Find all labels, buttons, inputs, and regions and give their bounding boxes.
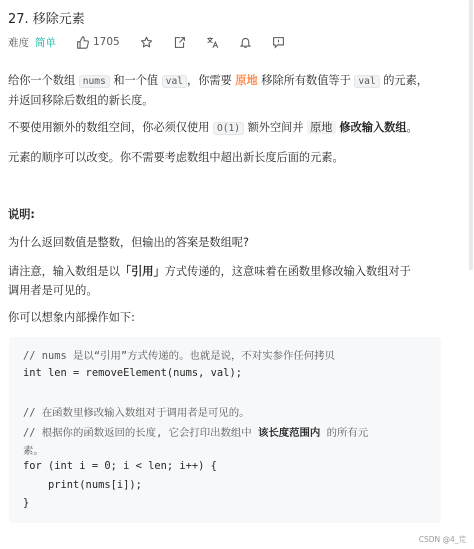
emphasis-in-place: 原地 xyxy=(235,74,258,87)
notify-button[interactable] xyxy=(239,36,252,49)
description-paragraph-5 xyxy=(8,262,462,300)
problem-panel xyxy=(8,0,462,549)
comment-icon xyxy=(272,36,285,49)
text: 并返回移除后数组的新长度。 xyxy=(8,94,154,107)
share-button[interactable] xyxy=(173,36,186,49)
feedback-button[interactable] xyxy=(272,36,285,49)
vertical-scrollbar[interactable] xyxy=(469,0,473,270)
inline-code-val: val xyxy=(162,75,187,88)
watermark: CSDN @4_荒 xyxy=(418,535,466,544)
code-line-5: 素。 xyxy=(23,445,44,457)
difficulty-badge: 简单 xyxy=(35,36,56,49)
text: 和一个值 xyxy=(109,74,162,87)
problem-meta-bar xyxy=(8,34,285,50)
translate-icon xyxy=(206,36,219,49)
bold-modify-input: 修改输入数组 xyxy=(335,121,407,134)
star-icon xyxy=(140,36,153,49)
difficulty-label: 难度 xyxy=(8,36,29,49)
text: 的所有元 xyxy=(320,427,369,439)
code-line-3: // 在函数里修改输入数组对于调用者是可见的。 xyxy=(23,407,250,419)
code-line-7: print(nums[i]); xyxy=(23,479,142,491)
text: // 根据你的函数返回的长度, 它会打印出数组中 xyxy=(23,427,258,439)
note-heading: 说明: xyxy=(8,208,35,221)
text: 额外空间并 xyxy=(244,121,308,134)
text: 方式传递的，这意味着在函数里修改输入数组对于 xyxy=(164,265,411,278)
inline-code-nums: nums xyxy=(79,75,110,88)
description-paragraph-3: 元素的顺序可以改变。你不需要考虑数组中超出新长度后面的元素。 xyxy=(8,151,344,164)
code-line-8: } xyxy=(23,497,30,509)
bell-icon xyxy=(239,36,252,49)
code-block xyxy=(9,337,441,523)
text: 的元素， xyxy=(379,74,428,87)
text: 。 xyxy=(406,121,418,134)
text: 请注意，输入数组是以 xyxy=(8,265,120,278)
code-line-2: int len = removeElement(nums, val); xyxy=(23,367,242,379)
code-line-1: // nums 是以“引用”方式传递的。也就是说，不对实参作任何拷贝 xyxy=(23,350,335,362)
bold-reference: 「引用」 xyxy=(119,265,165,278)
text: 移除所有数值等于 xyxy=(257,74,355,87)
problem-title: 27. 移除元素 xyxy=(8,12,85,27)
inline-code-val: val xyxy=(354,75,379,88)
text: ，你需要 xyxy=(187,74,236,87)
description-paragraph-4: 为什么返回数值是整数，但输出的答案是数组呢? xyxy=(8,236,249,249)
highlight-in-place: 原地 xyxy=(307,121,335,134)
text: 给你一个数组 xyxy=(8,74,79,87)
description-paragraph-6: 你可以想象内部操作如下: xyxy=(8,311,135,324)
inline-code-o1: O(1) xyxy=(213,122,244,135)
like-count: 1705 xyxy=(93,36,120,48)
favorite-button[interactable] xyxy=(140,36,153,49)
code-line-4 xyxy=(23,424,368,439)
code-line-6: for (int i = 0; i < len; i++) { xyxy=(23,460,217,472)
like-button[interactable] xyxy=(76,36,120,49)
text: 调用者是可见的。 xyxy=(8,284,98,297)
text: 不要使用额外的数组空间，你必须仅使用 xyxy=(8,121,213,134)
share-icon xyxy=(173,36,186,49)
description-paragraph-2 xyxy=(8,118,462,138)
description-paragraph-1 xyxy=(8,71,462,110)
translate-button[interactable] xyxy=(206,36,219,49)
thumbs-up-icon xyxy=(76,36,89,49)
code-bold-range: 该长度范围内 xyxy=(257,427,321,439)
